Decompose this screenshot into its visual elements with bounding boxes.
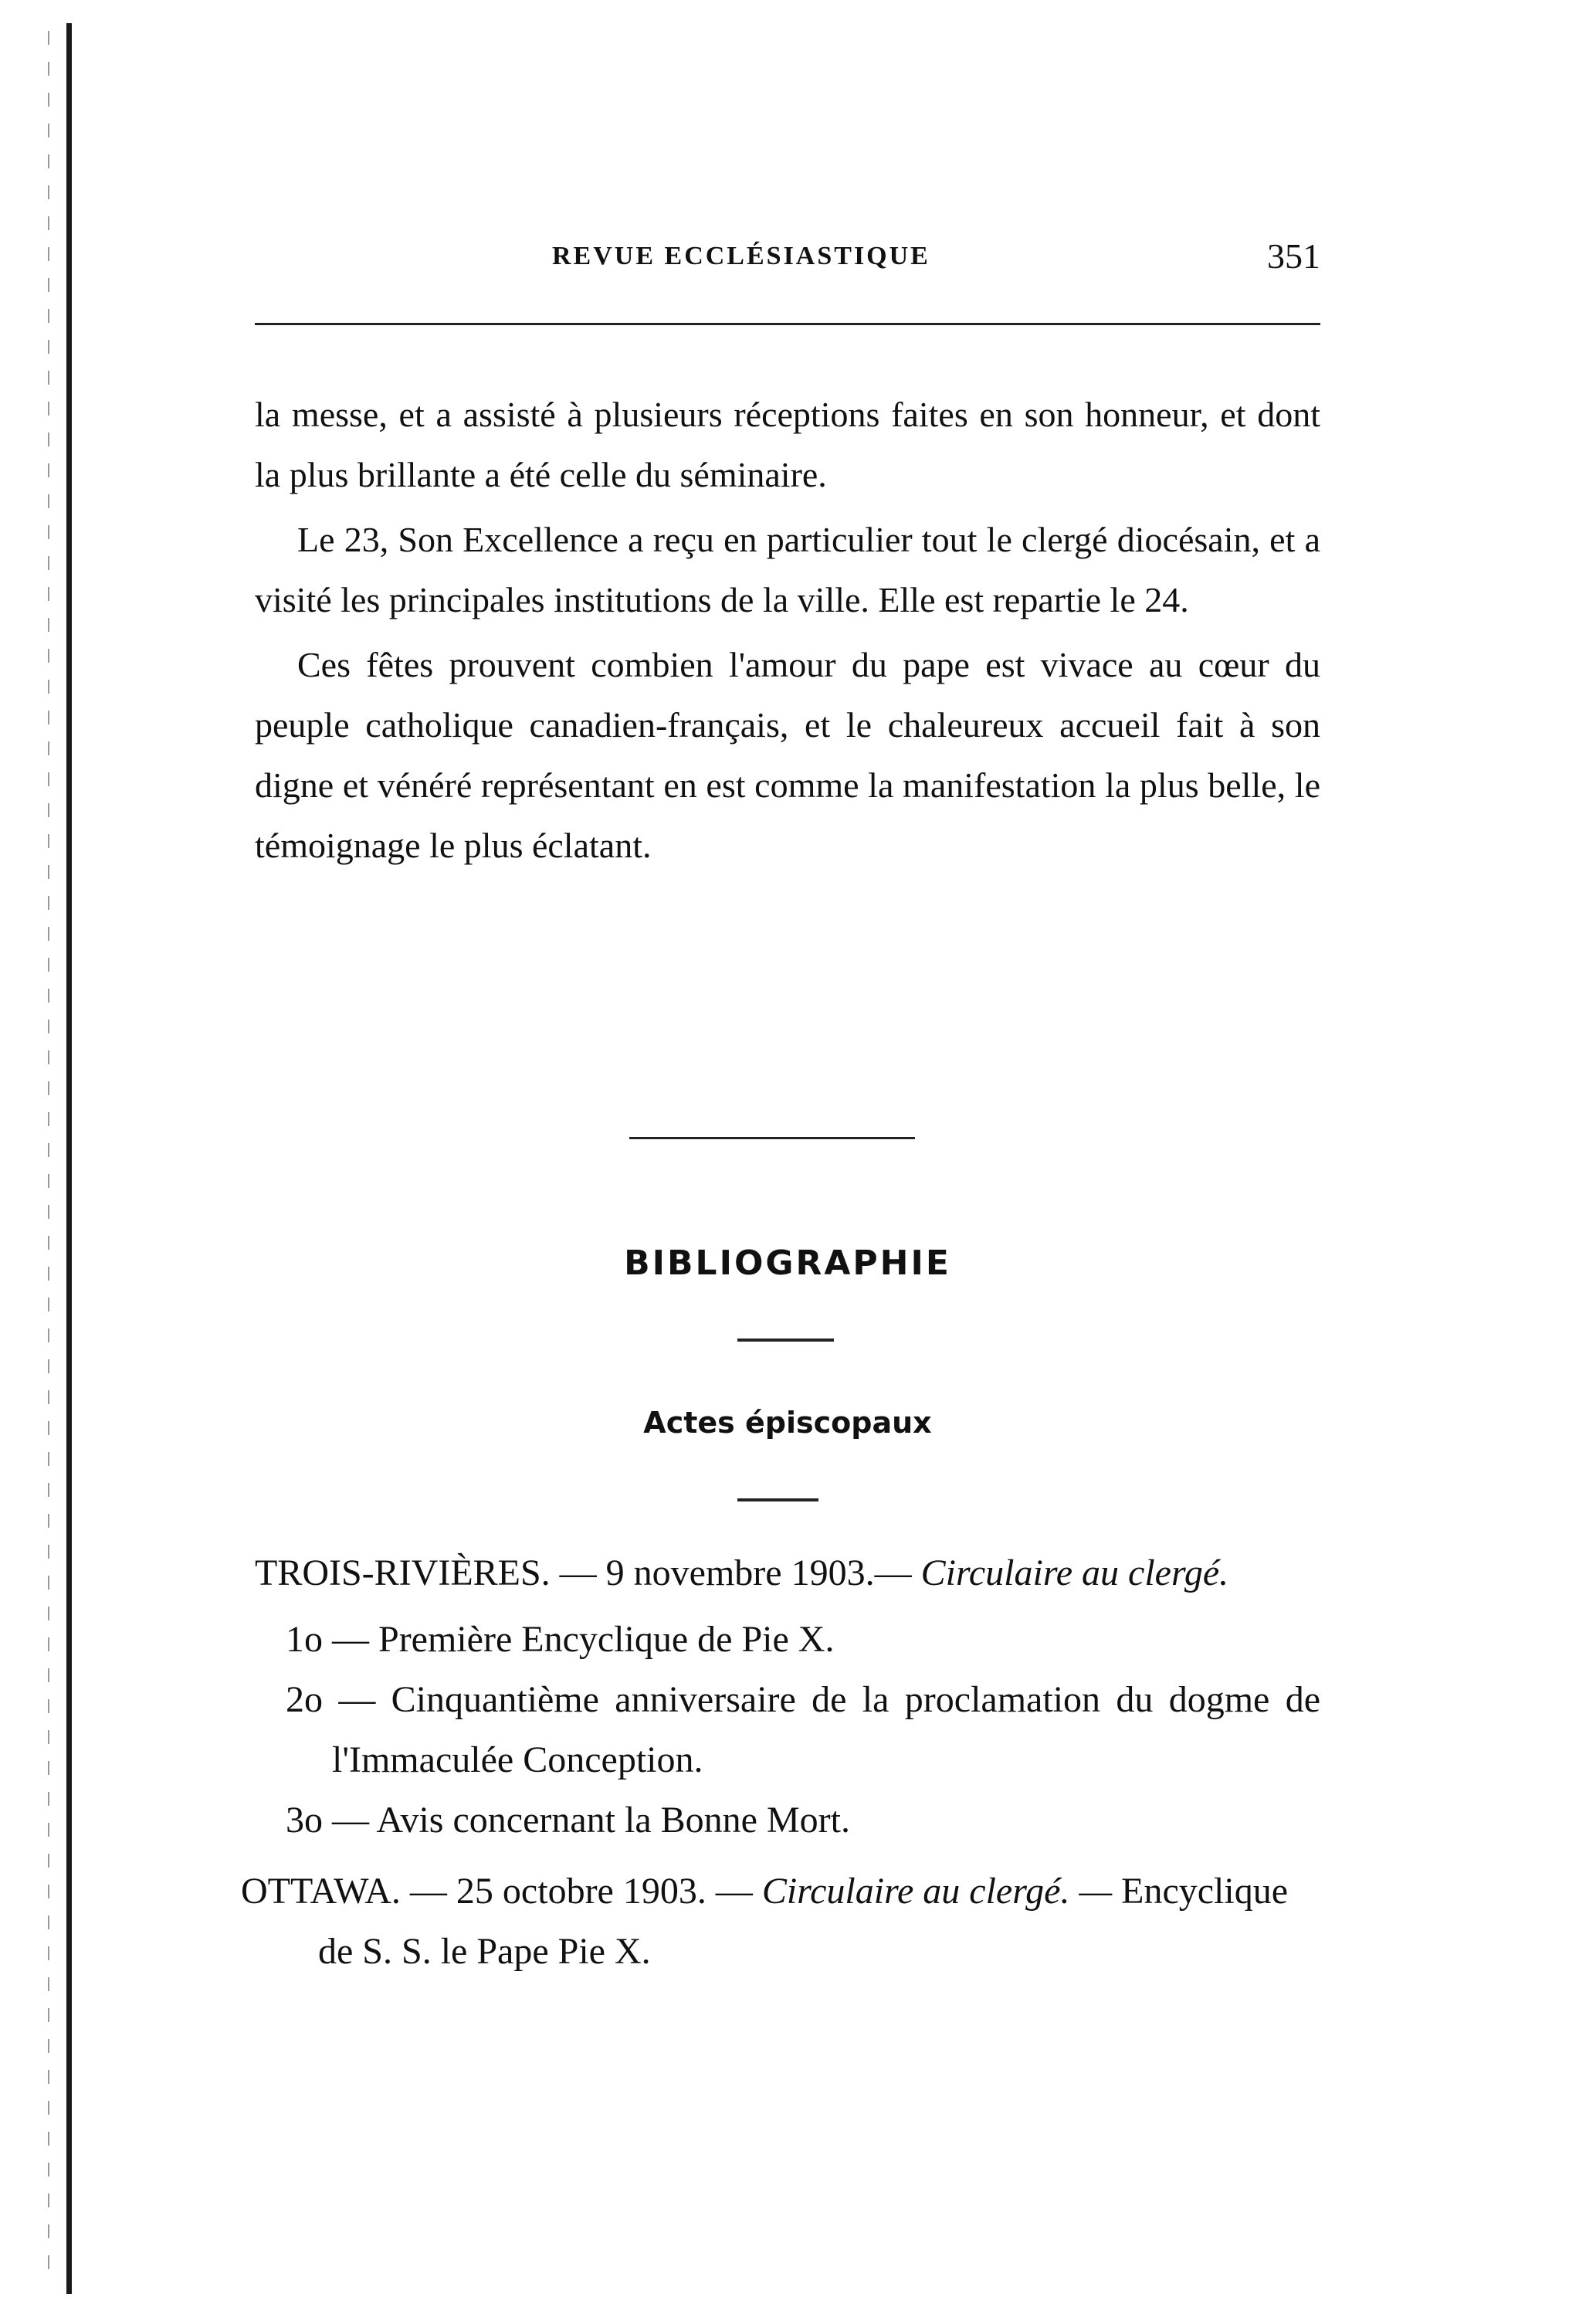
running-title: REVUE ECCLÉSIASTIQUE <box>552 242 930 270</box>
binding-shadow <box>48 31 49 2271</box>
paragraph: Ces fêtes prouvent combien l'amour du pape est vivace au cœur du peuple catholique canadien-français, et le chaleureux accueil fait à son digne et vénéré représentant en est comme la manifestation la plus belle, le témoignage le plus éclatant. <box>255 645 1320 865</box>
section-divider <box>629 1137 915 1139</box>
page-number: 351 <box>1267 236 1320 276</box>
subsection-title: Actes épiscopaux <box>643 1406 932 1440</box>
entry-heading: OTTAWA. — 25 octobre 1903. — <box>241 1871 753 1912</box>
subtitle-rule <box>737 1498 818 1501</box>
title-rule <box>737 1339 834 1342</box>
entry-trois-rivieres <box>255 1543 1320 1603</box>
entry-heading: TROIS-RIVIÈRES. — 9 novembre 1903.— <box>255 1552 912 1593</box>
body-text <box>255 385 1320 880</box>
page-header <box>255 236 1320 282</box>
list-item: 3o — Avis concernant la Bonne Mort. <box>286 1800 850 1841</box>
paragraph: la messe, et a assisté à plusieurs réceptions faites en son honneur, et dont la plus brillante a été celle du séminaire. <box>255 395 1320 494</box>
header-rule <box>255 323 1320 325</box>
list-item: 2o — Cinquantième anniversaire de la proclamation du dogme de l'Immaculée Conception. <box>286 1679 1320 1780</box>
entry-kind: Circulaire au clergé. <box>920 1552 1229 1593</box>
entry-rest: Encyclique de S. S. le Pape Pie X. <box>318 1871 1289 1972</box>
entry-ottawa <box>241 1861 1320 1982</box>
paragraph: Le 23, Son Excellence a reçu en particulier tout le clergé diocésain, et a visité les principales institutions de la ville. Elle est repartie le 24. <box>255 520 1320 619</box>
list-item: 1o — Première Encyclique de Pie X. <box>286 1619 835 1660</box>
bibliography-entries <box>241 1543 1320 1988</box>
section-title: BIBLIOGRAPHIE <box>624 1244 951 1283</box>
binding-edge <box>66 23 72 2294</box>
entry-kind: Circulaire au clergé. — <box>761 1871 1113 1912</box>
